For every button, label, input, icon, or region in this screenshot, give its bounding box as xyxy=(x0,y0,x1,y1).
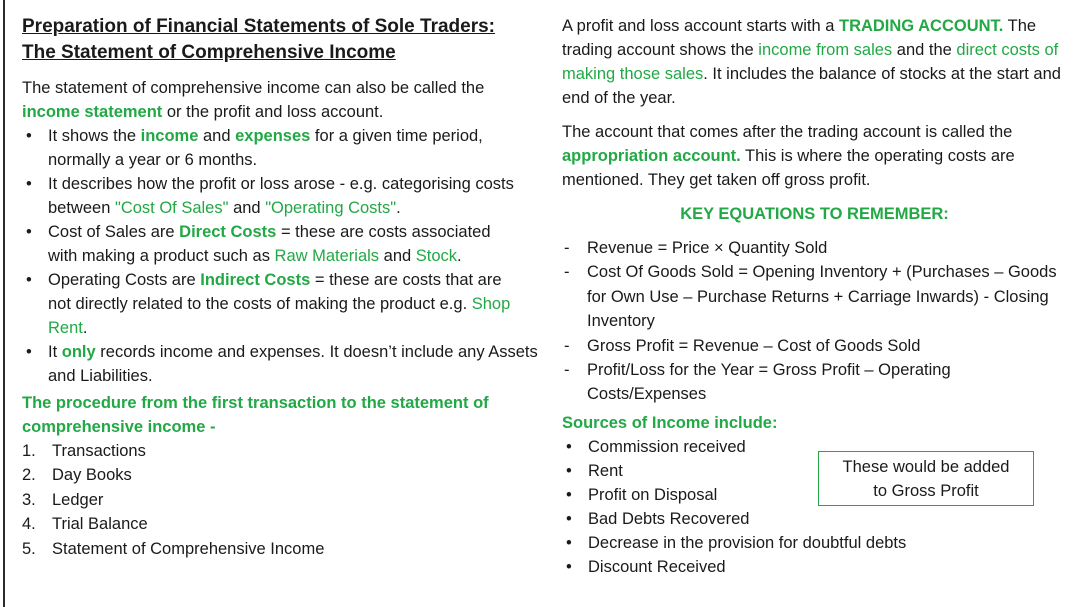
list-item: - Cost Of Goods Sold = Opening Inventory + (Purchases – Goods for Own Use – Purchase Returns + Carriage Inwards) - Closing Inventory xyxy=(562,260,1067,333)
intro-paragraph: The statement of comprehensive income can also be called the income statement or the profit and loss account. xyxy=(22,79,485,121)
list-item: • Decrease in the provision for doubtful debts xyxy=(562,531,1067,555)
list-item: - Revenue = Price × Quantity Sold xyxy=(562,236,1067,260)
list-item: • It only records income and expenses. It doesn’t include any Assets and Liabilities. xyxy=(22,340,542,388)
title-line-1: Preparation of Financial Statements of Sole Traders: xyxy=(22,16,496,37)
list-item: • Commission received xyxy=(562,435,1067,459)
definition-bullets xyxy=(22,124,542,388)
procedure-heading: The procedure from the first transaction to the statement of comprehensive income - xyxy=(22,394,489,436)
key-equations-heading: KEY EQUATIONS TO REMEMBER: xyxy=(680,205,949,223)
procedure-steps xyxy=(22,439,542,561)
list-item: • Discount Received xyxy=(562,555,1067,579)
list-item: 3. Ledger xyxy=(22,490,104,509)
list-item: • It describes how the profit or loss arose - e.g. categorising costs between "Cost Of Sales" and "Operating Costs". xyxy=(22,172,542,220)
list-item: • Cost of Sales are Direct Costs = these are costs associated with making a product such as Raw Materials and Stock. xyxy=(22,220,542,268)
list-item: • Bad Debts Recovered xyxy=(562,507,1067,531)
list-item: • It shows the income and expenses for a given time period, normally a year or 6 months. xyxy=(22,124,542,172)
left-column xyxy=(22,14,542,561)
equations-list xyxy=(562,236,1067,407)
sources-heading: Sources of Income include: xyxy=(562,413,778,432)
list-item: 5. Statement of Comprehensive Income xyxy=(22,539,325,558)
page-title xyxy=(22,14,542,66)
list-item: • Rent xyxy=(562,459,1067,483)
gross-profit-callout: These would be added to Gross Profit xyxy=(818,451,1034,506)
income-statement-highlight: income statement xyxy=(22,103,163,121)
list-item: - Profit/Loss for the Year = Gross Profit – Operating Costs/Expenses xyxy=(562,358,1067,407)
list-item: • Operating Costs are Indirect Costs = these are costs that are not directly related to the costs of making the product e.g. Shop Rent. xyxy=(22,268,542,340)
appropriation-paragraph: The account that comes after the trading account is called the appropriation account. This is where the operating costs are mentioned. They get taken off gross profit. xyxy=(562,123,1015,189)
list-item: - Gross Profit = Revenue – Cost of Goods Sold xyxy=(562,334,1067,358)
list-item: • Profit on Disposal xyxy=(562,483,1067,507)
left-edge-rule xyxy=(3,0,5,607)
list-item: 1. Transactions xyxy=(22,442,146,460)
title-line-2: The Statement of Comprehensive Income xyxy=(22,42,396,63)
list-item: 4. Trial Balance xyxy=(22,515,148,534)
list-item: 2. Day Books xyxy=(22,466,132,485)
trading-account-paragraph: A profit and loss account starts with a TRADING ACCOUNT. The trading account shows the income from sales and the direct costs of making those sales. It includes the balance of stocks at the start and end of the year. xyxy=(562,17,1061,107)
